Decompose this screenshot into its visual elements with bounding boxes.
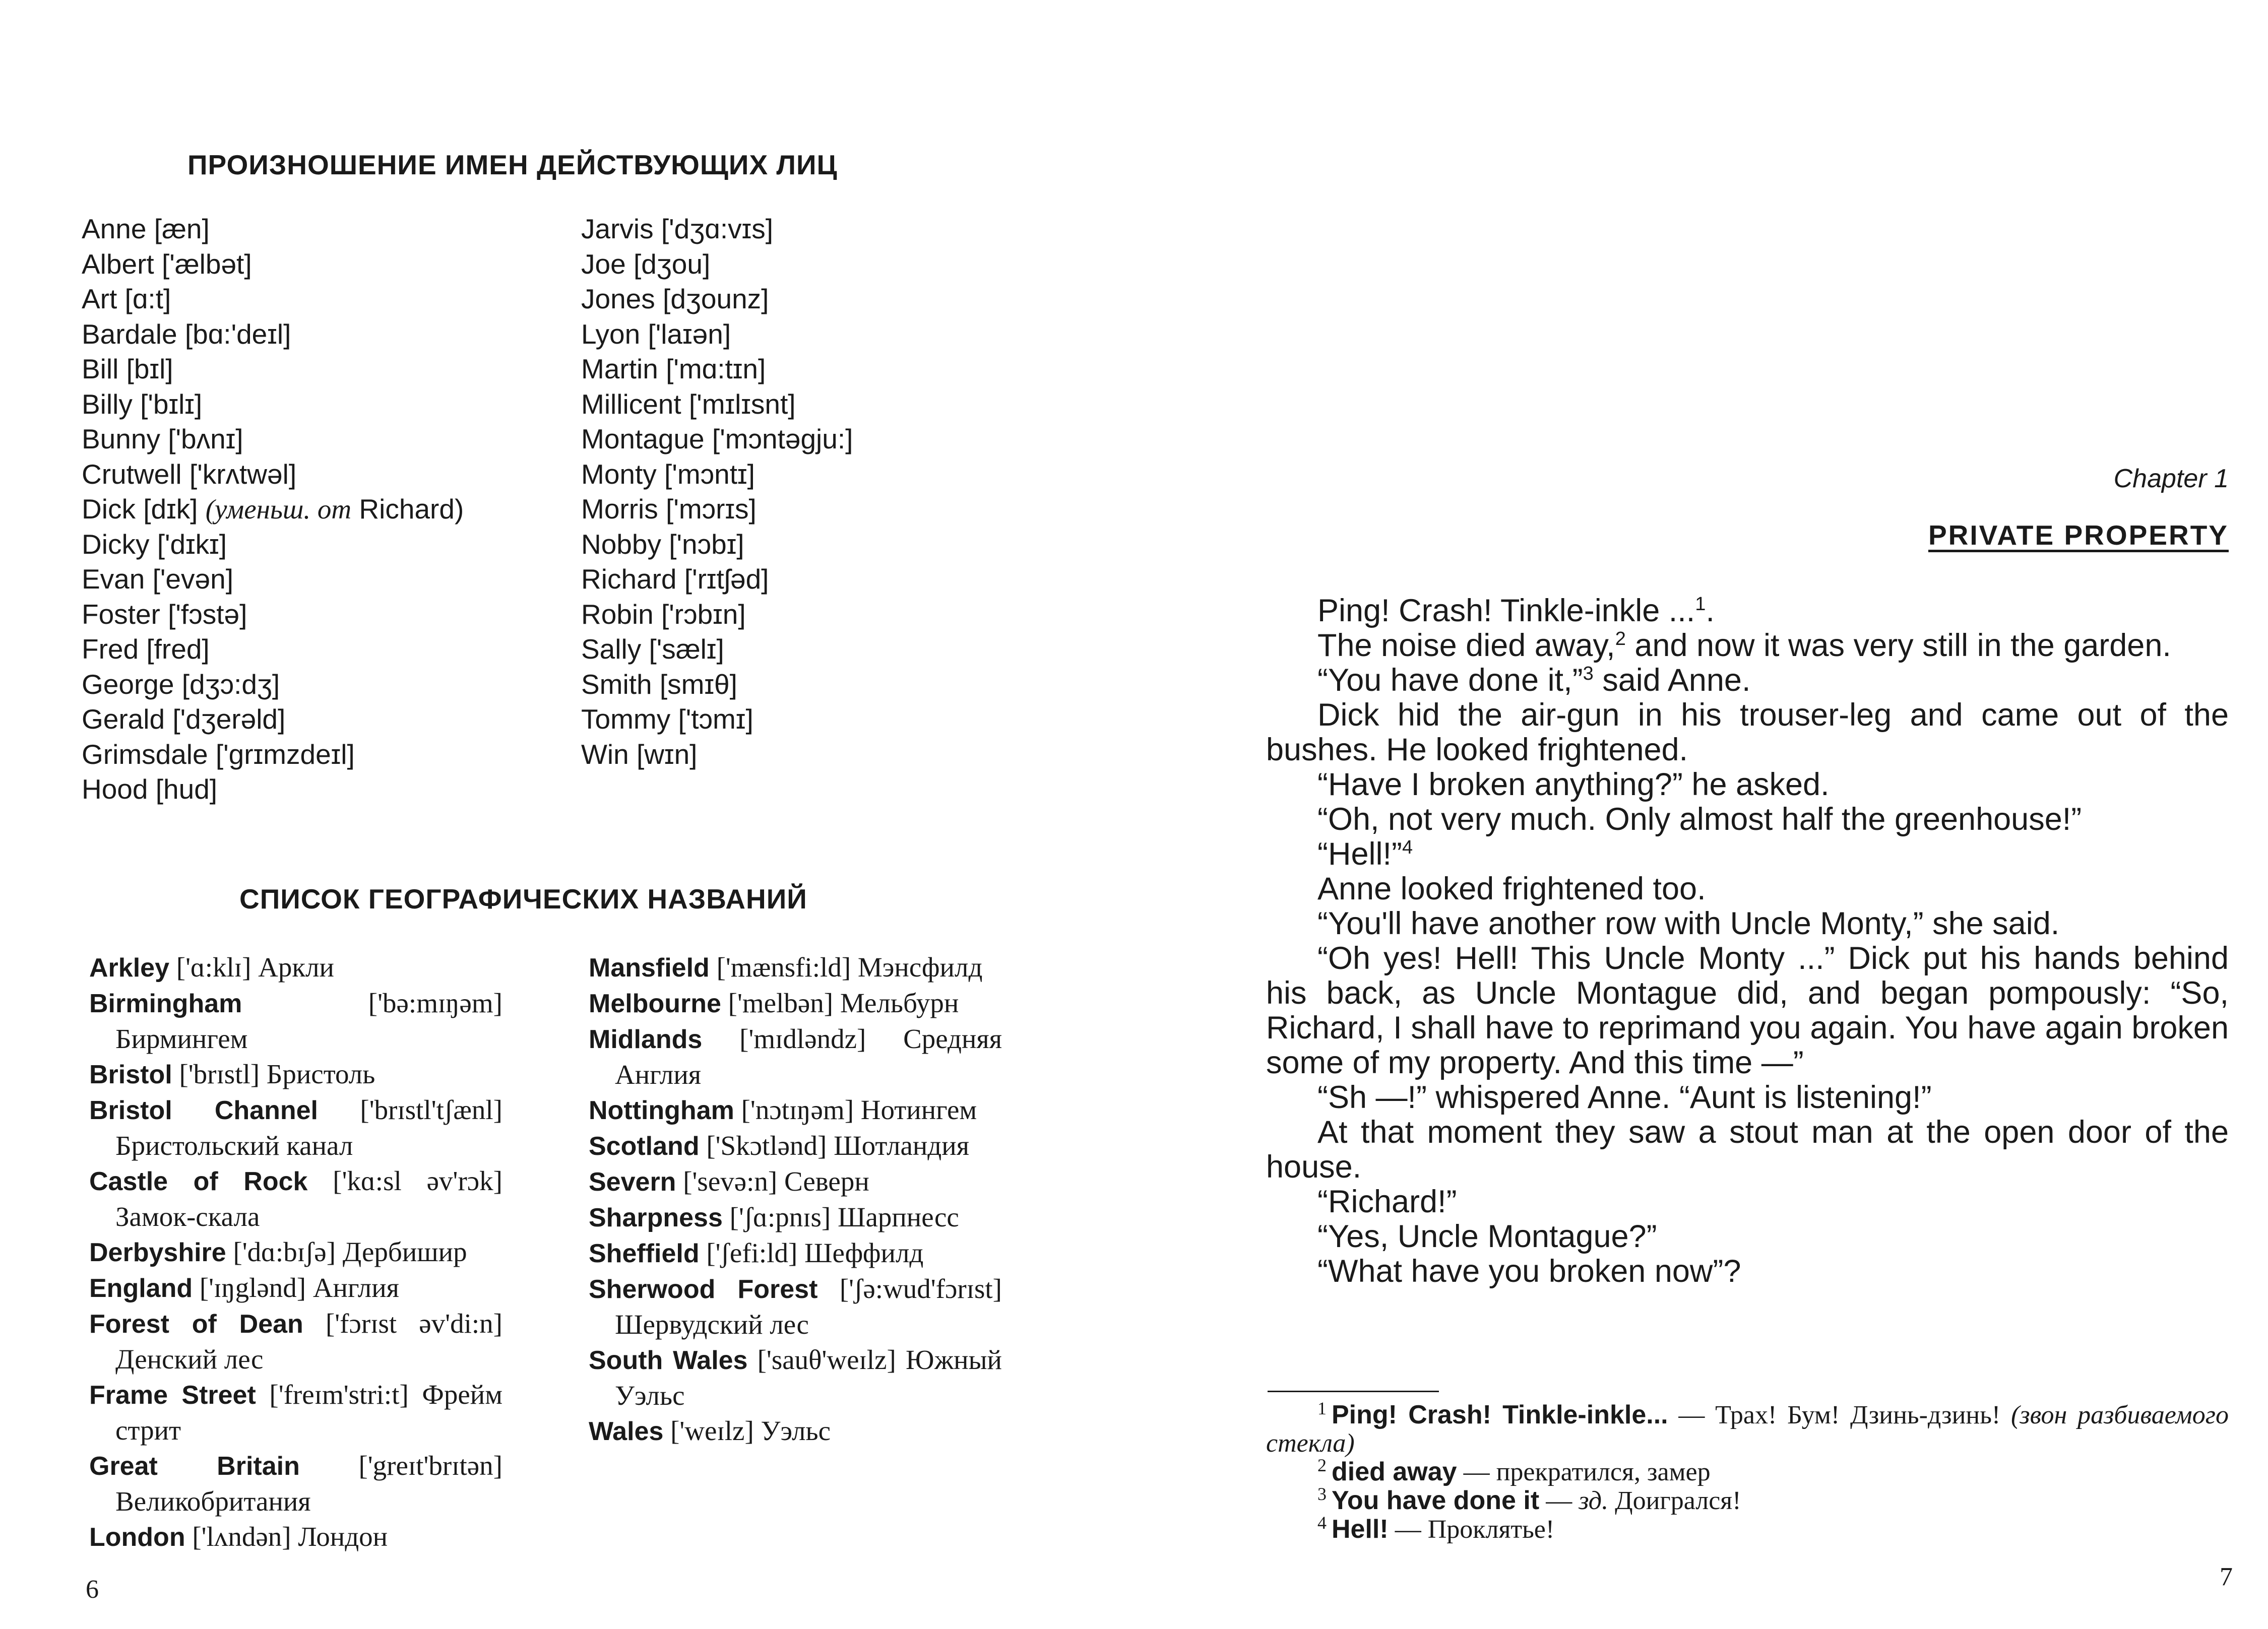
geo-term: England: [89, 1274, 193, 1303]
name-entry: Foster ['fɔstə]: [82, 598, 247, 630]
geo-detail: ['sevə:n] Северн: [676, 1166, 869, 1197]
geo-detail: ['ɑ:klɪ] Аркли: [169, 952, 334, 983]
footnote-ref: 3: [1583, 663, 1594, 684]
geo-detail: ['mænsfi:ld] Мэнсфилд: [709, 952, 983, 983]
footnote-number: 4: [1317, 1512, 1327, 1533]
name-entry: Nobby ['nɔbɪ]: [581, 528, 744, 560]
story-paragraph: “Oh, not very much. Only almost half the greenhouse!”: [1317, 802, 2082, 837]
story-paragraph: Anne looked frightened too.: [1317, 871, 1706, 906]
name-entry: Smith [smɪθ]: [581, 668, 737, 700]
name-entry: Dicky ['dɪkɪ]: [82, 528, 227, 560]
footnote-number: 3: [1317, 1483, 1327, 1504]
name-entry: Lyon ['laɪən]: [581, 318, 731, 350]
name-entry: Crutwell ['krʌtwəl]: [82, 458, 297, 490]
footnote-ref: 1: [1695, 594, 1706, 615]
geo-detail: ['sauθ'weɪlz] Южный Уэльс: [615, 1344, 1002, 1411]
geo-detail: ['ɪŋglənd] Англия: [193, 1272, 399, 1303]
footnote-number: 2: [1317, 1455, 1327, 1475]
story-paragraph: “Yes, Uncle Montague?”: [1317, 1219, 1657, 1254]
story-paragraph: Dick hid the air-gun in his trouser-leg and came out of the bushes. He looked frightened.: [1266, 697, 2229, 767]
story-paragraph: [1266, 594, 2229, 628]
geo-detail: ['ʃɑ:pnɪs] Шарпнесс: [722, 1202, 959, 1232]
geo-detail: ['fɔrɪst əv'di:n] Денский лес: [115, 1308, 502, 1375]
geo-detail: ['Skɔtlənd] Шотландия: [699, 1130, 970, 1161]
name-entry: Tommy ['tɔmɪ]: [581, 703, 753, 735]
geo-entry: [89, 1448, 502, 1519]
geo-term: Bristol Channel: [89, 1096, 318, 1125]
geo-detail: ['ʃefi:ld] Шеффилд: [699, 1237, 924, 1268]
story-paragraph: At that moment they saw a stout man at the open door of the house.: [1266, 1115, 2229, 1185]
name-entry: Robin ['rɔbɪn]: [581, 598, 746, 630]
footnote-term: died away: [1332, 1457, 1457, 1486]
geo-term: Forest of Dean: [89, 1310, 303, 1339]
geo-detail: ['weɪlz] Уэльс: [663, 1415, 831, 1446]
name-entry: Albert ['ælbət]: [82, 248, 252, 280]
footnote-term: Ping! Crash! Tinkle-inkle...: [1332, 1400, 1668, 1429]
name-entry: Win [wɪn]: [581, 738, 698, 770]
geo-term: Scotland: [589, 1132, 700, 1161]
footnote-ref: 2: [1615, 628, 1626, 649]
footnote: [1266, 1483, 2229, 1515]
geo-column-2: [589, 950, 1002, 1449]
geo-term: Midlands: [589, 1025, 703, 1054]
geo-entry: [89, 986, 502, 1057]
name-entry: Fred [fred]: [82, 633, 210, 665]
footnote-term: Hell!: [1332, 1515, 1389, 1544]
story-paragraph: [1266, 628, 2229, 663]
geo-entry: [589, 1092, 1002, 1128]
name-entry: Billy ['bɪlɪ]: [82, 388, 203, 420]
geo-entry: [89, 1092, 502, 1163]
footnote-italic: зд.: [1579, 1486, 1609, 1515]
names-column-2: [581, 212, 853, 772]
geo-term: Nottingham: [589, 1096, 734, 1125]
story-paragraph: “You'll have another row with Uncle Monty,” she said.: [1317, 906, 2060, 941]
right-page: [1134, 0, 2268, 1629]
page-number-left: 6: [86, 1575, 99, 1604]
geo-entry: [89, 1234, 502, 1270]
name-entry: Morris ['mɔrɪs]: [581, 493, 757, 525]
paragraph-text: “You have done it,”: [1317, 663, 1583, 698]
name-entry-text: Dick [dɪk]: [82, 493, 206, 525]
geo-entry: [89, 1163, 502, 1234]
name-entry: Monty ['mɔntɪ]: [581, 458, 755, 490]
name-entry: Grimsdale ['grɪmzdeɪl]: [82, 738, 355, 770]
geo-entry: [89, 1377, 502, 1448]
name-entry: Jarvis ['dʒɑ:vɪs]: [581, 213, 773, 244]
page-number-right: 7: [2220, 1562, 2233, 1591]
name-note-italic: (уменьш. от: [205, 494, 352, 525]
name-entry-dick: [82, 492, 464, 527]
geo-detail: ['bə:mɪŋəm] Бирмингем: [115, 988, 502, 1054]
paragraph-text: said Anne.: [1593, 663, 1751, 698]
geo-term: Sheffield: [589, 1239, 700, 1268]
geo-detail: ['dɑ:bɪʃə] Дербишир: [226, 1236, 467, 1267]
geo-term: Birmingham: [89, 989, 242, 1018]
footnote-ref: 4: [1402, 837, 1413, 858]
geo-entry: [589, 950, 1002, 986]
geo-entry: [589, 1128, 1002, 1164]
footnote: [1266, 1455, 2229, 1486]
footnote-text: —: [1539, 1486, 1579, 1515]
footnotes: [1266, 1398, 2229, 1544]
story-paragraph: [1266, 837, 2229, 872]
name-entry: Bardale [bɑ:'deɪl]: [82, 318, 291, 350]
geo-entry: [589, 1235, 1002, 1271]
geo-detail: ['brɪstl] Бристоль: [172, 1059, 375, 1089]
name-entry: Millicent ['mɪlɪsnt]: [581, 388, 796, 420]
chapter-title: PRIVATE PROPERTY: [1928, 519, 2229, 551]
geo-term: Sherwood Forest: [589, 1275, 818, 1304]
footnote-text: — Трах! Бум! Дзинь-дзинь!: [1668, 1401, 2011, 1429]
geo-term: Sharpness: [589, 1203, 723, 1232]
name-entry: Evan ['evən]: [82, 563, 233, 595]
geo-term: South Wales: [589, 1346, 748, 1375]
footnote-term: You have done it: [1332, 1486, 1540, 1515]
geo-heading: СПИСОК ГЕОГРАФИЧЕСКИХ НАЗВАНИЙ: [239, 883, 807, 915]
geo-term: Severn: [589, 1167, 676, 1197]
footnote-text: — прекратился, замер: [1457, 1458, 1711, 1486]
name-entry: Jones [dʒounz]: [581, 283, 769, 314]
story-paragraph: “Have I broken anything?” he asked.: [1317, 767, 1830, 802]
geo-detail: ['mɪdləndz] Средняя Англия: [615, 1023, 1002, 1090]
geo-column-1: [89, 950, 502, 1555]
paragraph-text: and now it was very still in the garden.: [1625, 628, 2171, 663]
names-column-1: [82, 212, 464, 807]
footnote: [1266, 1398, 2229, 1458]
paragraph-text: .: [1706, 593, 1715, 628]
geo-term: Bristol: [89, 1060, 172, 1089]
geo-detail: ['ʃə:wud'fɔrɪst] Шервудский лес: [615, 1273, 1002, 1340]
geo-entry: [589, 1413, 1002, 1449]
geo-entry: [89, 1270, 502, 1306]
name-entry: Art [ɑ:t]: [82, 283, 171, 314]
paragraph-text: “Hell!”: [1317, 836, 1402, 872]
paragraph-text: The noise died away,: [1317, 628, 1615, 663]
geo-detail: ['nɔtɪŋəm] Нотингем: [734, 1094, 977, 1125]
geo-term: Mansfield: [589, 953, 710, 983]
geo-term: Castle of Rock: [89, 1167, 308, 1196]
geo-detail: ['kɑ:sl əv'rɔk] Замок-скала: [115, 1165, 502, 1232]
geo-detail: ['greɪt'brɪtən] Великобритания: [115, 1450, 502, 1517]
footnote-italic: (звон разбиваемого стекла): [1266, 1401, 2229, 1458]
name-entry: Anne [æn]: [82, 213, 210, 244]
geo-entry: [89, 1306, 502, 1377]
names-heading: ПРОИЗНОШЕНИЕ ИМЕН ДЕЙСТВУЮЩИХ ЛИЦ: [187, 149, 838, 180]
geo-term: Great Britain: [89, 1452, 300, 1481]
geo-entry: [89, 1057, 502, 1092]
geo-term: Arkley: [89, 953, 169, 983]
geo-term: Wales: [589, 1417, 664, 1446]
story-paragraph: [1266, 663, 2229, 698]
geo-entry: [589, 1200, 1002, 1235]
story-paragraph: “Sh —!” whispered Anne. “Aunt is listening!”: [1317, 1080, 1932, 1115]
story-text: [1266, 594, 2229, 1289]
name-entry: Montague ['mɔntəgju:]: [581, 423, 853, 454]
story-paragraph: “What have you broken now”?: [1317, 1254, 1741, 1289]
geo-term: London: [89, 1523, 185, 1552]
geo-entry: [589, 1164, 1002, 1200]
name-entry: Hood [hud]: [82, 773, 218, 805]
name-entry: Bunny ['bʌnɪ]: [82, 423, 243, 454]
name-entry: Gerald ['dʒerəld]: [82, 703, 286, 735]
geo-term: Melbourne: [589, 989, 721, 1018]
name-entry: Joe [dʒou]: [581, 248, 711, 280]
geo-entry: [589, 1271, 1002, 1342]
geo-detail: ['brɪstl'tʃænl] Бристольский канал: [115, 1094, 502, 1161]
geo-entry: [89, 1519, 502, 1555]
geo-detail: ['freɪm'stri:t] Фрейм стрит: [115, 1379, 502, 1446]
name-entry: Bill [bɪl]: [82, 353, 173, 384]
geo-entry: [589, 1021, 1002, 1092]
geo-entry: [89, 950, 502, 986]
geo-term: Frame Street: [89, 1381, 256, 1410]
story-paragraph: “Richard!”: [1317, 1184, 1457, 1219]
name-entry: Martin ['mɑ:tɪn]: [581, 353, 766, 384]
footnote-number: 1: [1317, 1398, 1327, 1418]
paragraph-text: Ping! Crash! Tinkle-inkle ...: [1317, 593, 1695, 628]
geo-entry: [589, 986, 1002, 1021]
geo-detail: ['melbən] Мельбурн: [721, 988, 959, 1018]
name-note-end: Richard): [351, 493, 464, 525]
name-entry: George [dʒɔ:dʒ]: [82, 668, 280, 700]
name-entry: Sally ['sælɪ]: [581, 633, 724, 665]
footnote-divider: [1268, 1391, 1439, 1392]
footnote-text: — Проклятье!: [1388, 1515, 1555, 1544]
geo-entry: [589, 1342, 1002, 1413]
story-paragraph: “Oh yes! Hell! This Uncle Monty ...” Dick put his hands behind his back, as Uncle Montague did, and began pompously: “So, Richard, I shall have to reprimand you again. You have again broken some of my property. And this time —”: [1266, 941, 2229, 1080]
chapter-label: Chapter 1: [2113, 464, 2229, 493]
footnote-text-after: Доигрался!: [1608, 1486, 1741, 1515]
geo-term: Derbyshire: [89, 1238, 226, 1267]
geo-detail: ['lʌndən] Лондон: [185, 1521, 388, 1552]
name-entry: Richard ['rɪtʃəd]: [581, 563, 769, 595]
footnote: [1266, 1512, 2229, 1544]
